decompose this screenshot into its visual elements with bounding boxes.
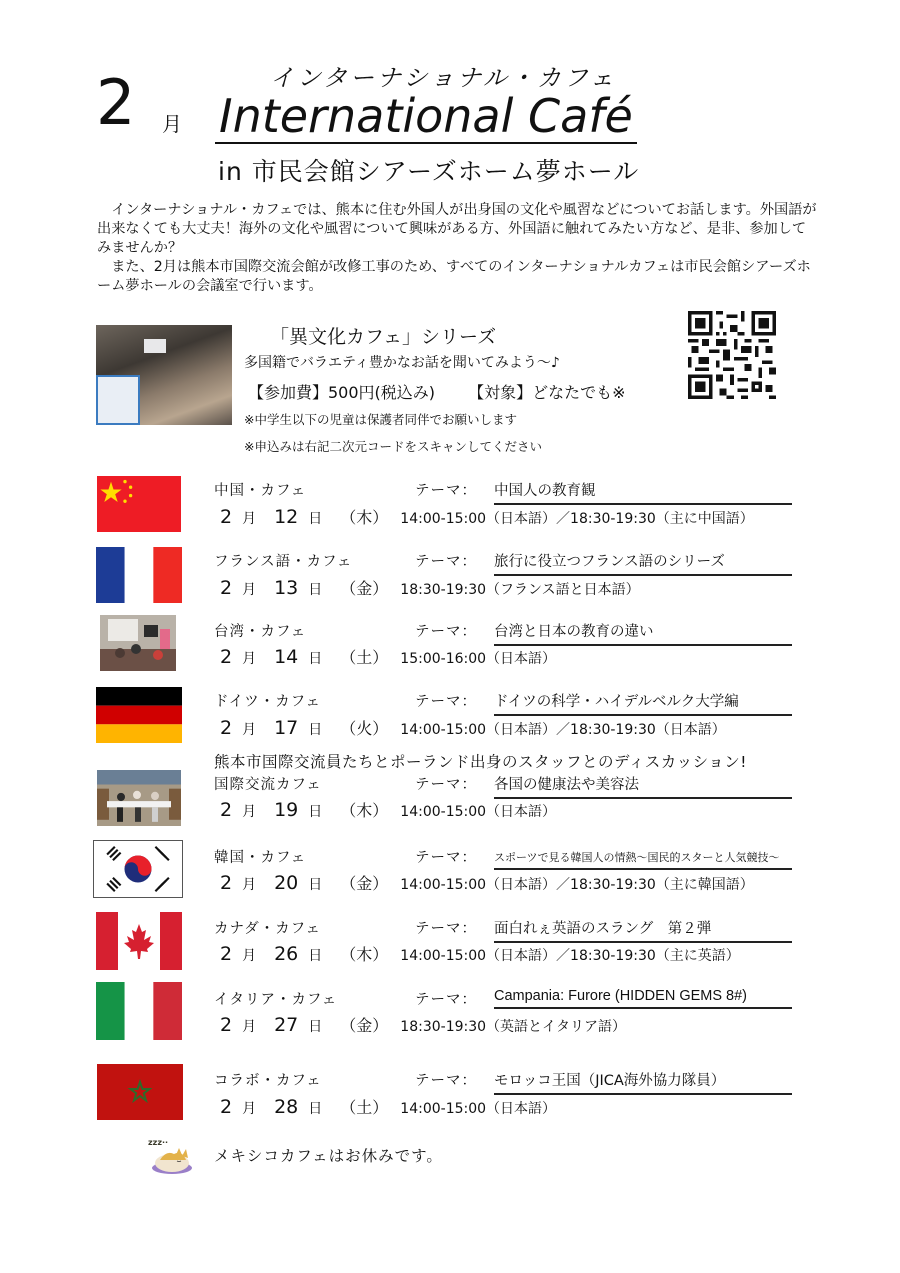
event-date: 2 月 12 日 （木） 14:00-15:00（日本語）／18:30-19:30（主に中国語） <box>220 506 754 528</box>
event-date: 2 月 20 日 （金） 14:00-15:00（日本語）／18:30-19:30（主に韓国語） <box>220 872 754 894</box>
theme-value: 旅行に役立つフランス語のシリーズ <box>494 550 792 576</box>
cafe-name: イタリア・カフェ <box>214 992 338 1008</box>
event-intro-line: 熊本市国際交流員たちとポーランド出身のスタッフとのディスカッション! <box>214 753 748 771</box>
series-title: 「異文化カフェ」シリーズ <box>270 326 497 348</box>
theme-label: テーマ： <box>415 921 477 937</box>
target-label: 【対象】どなたでも※ <box>468 383 626 402</box>
cafe-event-photo <box>96 325 232 425</box>
korea-flag-icon <box>93 840 183 898</box>
month: 2 <box>220 506 233 528</box>
series-fee-target <box>248 380 626 403</box>
qr-code-icon[interactable] <box>688 311 776 399</box>
france-flag-icon <box>96 547 182 603</box>
theme-value: 台湾と日本の教育の違い <box>494 620 792 646</box>
event-date: 2 月 13 日 （金） 18:30-19:30（フランス語と日本語） <box>220 577 640 599</box>
event-date: 2 月 19 日 （木） 14:00-15:00（日本語） <box>220 799 557 821</box>
event-date: 2 月 14 日 （土） 15:00-16:00（日本語） <box>220 646 557 668</box>
italy-flag-icon <box>96 982 182 1040</box>
closed-notice: メキシコカフェはお休みです。 <box>214 1147 443 1165</box>
theme-value: 各国の健康法や美容法 <box>494 773 792 799</box>
event-date: 2 月 27 日 （金） 18:30-19:30（英語とイタリア語） <box>220 1014 627 1036</box>
theme-label: テーマ： <box>415 554 477 570</box>
title-kana: インターナショナル・カフェ <box>270 64 617 92</box>
month-number: 2 <box>96 66 136 139</box>
theme-label: テーマ： <box>415 694 477 710</box>
event-date: 2 月 28 日 （土） 14:00-15:00（日本語） <box>220 1096 557 1118</box>
theme-value: ドイツの科学・ハイデルベルク大学編 <box>494 690 792 716</box>
note-children: ※中学生以下の児童は保護者同伴でお願いします <box>244 412 517 427</box>
germany-flag-icon <box>96 687 182 743</box>
weekday: （木） <box>340 508 389 527</box>
intro-paragraph-2: また、2月は熊本市国際交流会館が改修工事のため、すべてのインターナショナルカフェは市民会館シアーズホーム夢ホールの会議室で行います。 <box>97 259 811 294</box>
cafe-name: 台湾・カフェ <box>214 624 307 640</box>
theme-value: モロッコ王国（JICA海外協力隊員） <box>494 1069 792 1095</box>
theme-label: テーマ： <box>415 1073 477 1089</box>
note-apply: ※申込みは右記二次元コードをスキャンしてください <box>244 439 542 454</box>
theme-value: 面白れぇ英語のスラング 第２弾 <box>494 917 792 943</box>
cafe-name: カナダ・カフェ <box>214 921 322 937</box>
event-date: 2 月 17 日 （火） 14:00-15:00（日本語）／18:30-19:30（日本語） <box>220 717 726 739</box>
theme-label: テーマ： <box>415 483 477 499</box>
series-tagline: 多国籍でバラエティ豊かなお話を聞いてみよう～♪ <box>244 355 560 371</box>
theme-value: Campania: Furore (HIDDEN GEMS 8#) <box>494 988 792 1009</box>
projector-screen <box>144 339 166 353</box>
svg-text:zzz··: zzz·· <box>148 1138 169 1147</box>
theme-label: テーマ： <box>415 850 477 866</box>
day: 12 <box>274 506 299 528</box>
morocco-flag-icon <box>97 1064 183 1120</box>
cafe-name: 国際交流カフェ <box>214 777 322 793</box>
theme-label: テーマ： <box>415 777 477 793</box>
event-date: 2 月 26 日 （木） 14:00-15:00（日本語）／18:30-19:30（主に英語） <box>220 943 740 965</box>
sleeping-cat-icon <box>146 1136 194 1176</box>
theme-value: 中国人の教育観 <box>494 479 792 505</box>
taiwan-cafe-photo-icon <box>100 615 176 671</box>
event-time: 14:00-15:00（日本語）／18:30-19:30（主に中国語） <box>400 511 754 527</box>
international-exchange-photo-icon <box>97 770 181 826</box>
venue-subtitle: in 市民会館シアーズホーム夢ホール <box>218 157 640 186</box>
cafe-name: ドイツ・カフェ <box>214 694 322 710</box>
intro-paragraph-1: インターナショナル・カフェでは、熊本に住む外国人が出身国の文化や風習などについてお話します。外国語が出来なくても大丈夫！海外の文化や風習について興味がある方、外国語に触れてみたい方など、是非、参加してみませんか？ <box>97 202 817 256</box>
page-title: International Café <box>215 92 637 144</box>
cafe-name: フランス語・カフェ <box>214 554 353 570</box>
theme-value: スポーツで見る韓国人の情熱～国民的スターと人気競技～ <box>494 846 792 870</box>
cafe-sign <box>96 375 140 425</box>
canada-flag-icon <box>96 912 182 970</box>
fee-label: 【参加費】500円(税込み) <box>248 383 436 402</box>
intro-text <box>97 201 817 296</box>
month-kanji: 月 <box>162 112 182 136</box>
cafe-name: 中国・カフェ <box>214 483 307 499</box>
china-flag-icon <box>96 476 182 532</box>
cafe-name: 韓国・カフェ <box>214 850 307 866</box>
cafe-name: コラボ・カフェ <box>214 1073 322 1089</box>
theme-label: テーマ： <box>415 992 477 1008</box>
theme-label: テーマ： <box>415 624 477 640</box>
